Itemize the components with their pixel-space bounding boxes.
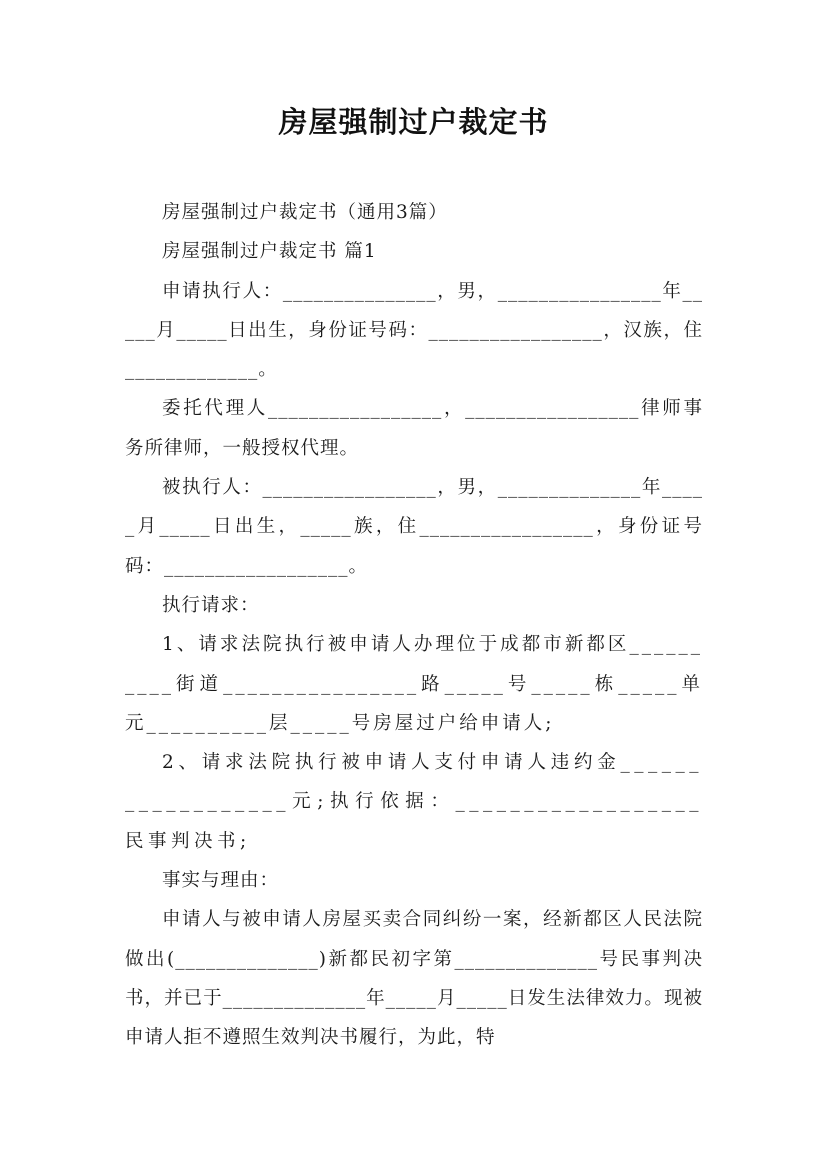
facts-heading: 事实与理由： [162, 870, 280, 892]
document-body [125, 193, 703, 1058]
request-item-2: 2、请求法院执行被申请人支付申请人违约金__________________元;执行依据：__________________民事判决书; [125, 752, 703, 852]
agent-paragraph: 委托代理人_________________，_________________律师事务所律师，一般授权代理。 [125, 398, 703, 459]
section-heading: 房屋强制过户裁定书 篇1 [162, 241, 377, 263]
doc-heading: 房屋强制过户裁定书（通用3篇） [162, 202, 448, 223]
respondent-paragraph: 被执行人：_________________，男，______________年_____月_____日出生，_____族，住_________________，身份证号码：__________________。 [125, 477, 703, 577]
applicant-paragraph: 申请执行人：_______________，男，________________年_____月_____日出生，身份证号码：_________________，汉族，住_____________。 [125, 280, 703, 381]
document-title: 房屋强制过户裁定书 [278, 105, 549, 139]
facts-paragraph: 申请人与被申请人房屋买卖合同纠纷一案，经新都区人民法院做出(______________)新都民初字第______________号民事判决书，并已于______________年_____月_____日发生法律效力。现被申请人拒不遵照生效判决书履行，为此，特 [125, 909, 703, 1049]
request-heading: 执行请求： [162, 594, 260, 616]
request-item-1: 1、请求法院执行被申请人办理位于成都市新都区__________街道________________路_____号_____栋_____单元__________层_____号房屋过户给申请人; [125, 634, 703, 734]
